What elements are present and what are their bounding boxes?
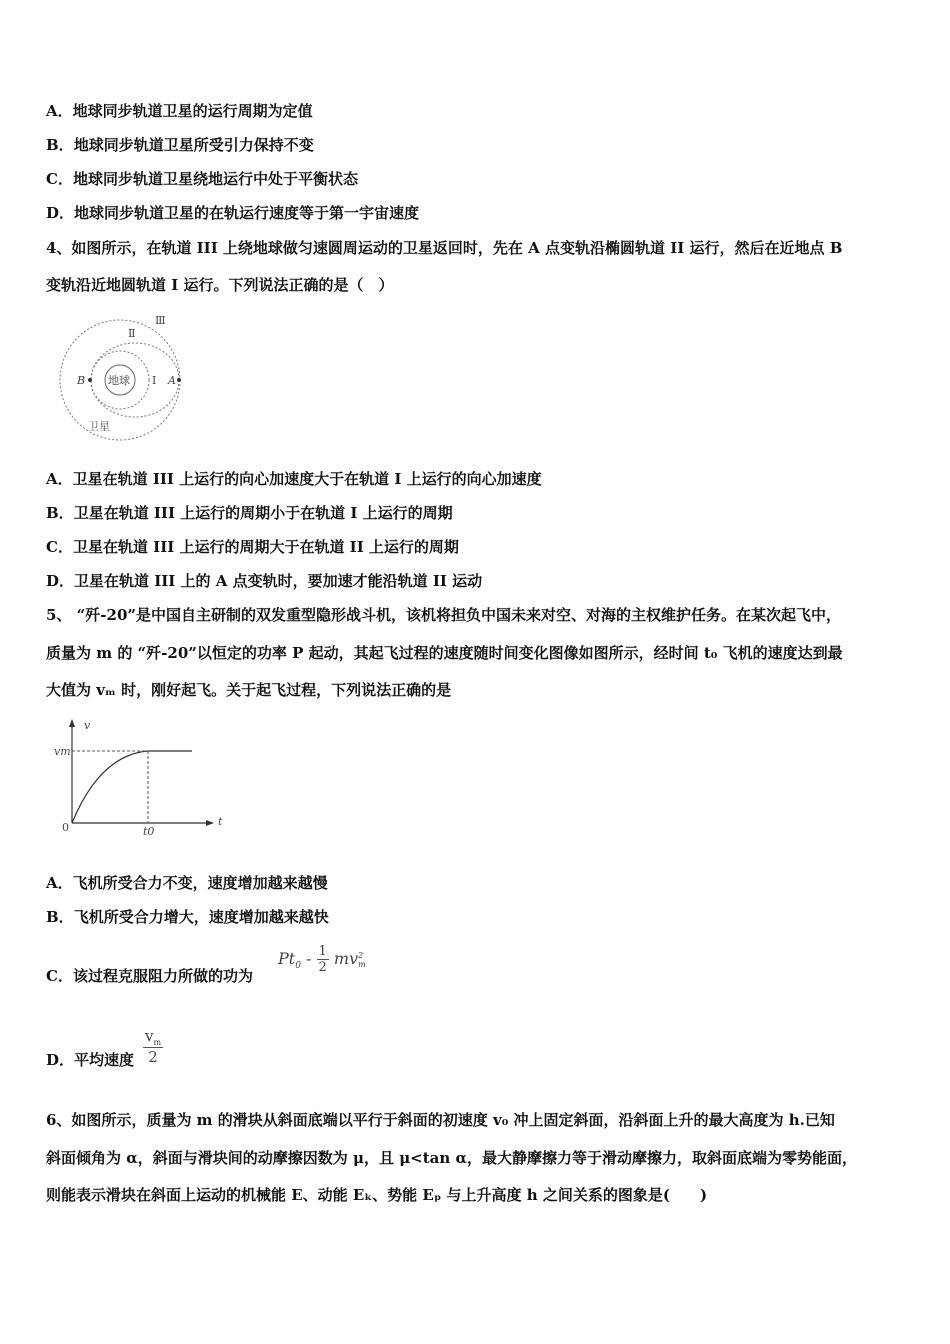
point-a-label: A xyxy=(168,374,176,387)
x-axis-label: t xyxy=(218,815,223,828)
q3-option-c: C．地球同步轨道卫星绕地运行中处于平衡状态 xyxy=(46,170,358,188)
q5-stem-line3: 大值为 vₘ 时，刚好起飞。关于起飞过程，下列说法正确的是 xyxy=(46,681,452,699)
q3-option-d: D．地球同步轨道卫星的在轨运行速度等于第一宇宙速度 xyxy=(46,204,420,222)
q6-stem-line2: 斜面倾角为 α，斜面与滑块间的动摩擦因数为 μ，且 μ<tan α，最大静摩擦力等于滑动摩擦力，取斜面底端为零势能面， xyxy=(46,1149,858,1167)
satellite-label: 卫星 xyxy=(88,420,110,433)
velocity-time-graph xyxy=(50,715,230,840)
x-axis-arrow xyxy=(206,820,214,826)
orbit-diagram xyxy=(50,312,200,442)
orbit-3-label: Ⅲ xyxy=(155,314,166,327)
y-axis-label: v xyxy=(84,719,91,732)
q4-option-d: D．卫星在轨道 III 上的 A 点变轨时，要加速才能沿轨道 II 运动 xyxy=(46,572,483,590)
q6-stem-line3: 则能表示滑块在斜面上运动的机械能 E、动能 Eₖ、势能 Eₚ 与上升高度 h 之间关系的图象是( ) xyxy=(46,1186,708,1204)
q4-option-c: C．卫星在轨道 III 上运行的周期大于在轨道 II 上运行的周期 xyxy=(46,538,459,556)
t0-label: t0 xyxy=(143,825,155,838)
q5-stem-line1: 5、 “歼-20”是中国自主研制的双发重型隐形战斗机，该机将担负中国未来对空、对海的主权维护任务。在某次起飞中， xyxy=(46,606,842,624)
origin-label: 0 xyxy=(62,821,69,834)
formula-d: $\frac{v_m}{2}$ xyxy=(145,1027,162,1066)
q4-stem-line1: 4、如图所示，在轨道 III 上绕地球做匀速圆周运动的卫星返回时，先在 A 点变轨沿椭圆轨道 II 运行，然后在近地点 B xyxy=(46,239,843,257)
velocity-curve xyxy=(72,751,192,823)
earth-label: 地球 xyxy=(108,374,130,387)
point-a-dot xyxy=(177,378,181,382)
q4-stem-line2: 变轨沿近地圆轨道 I 运行。下列说法正确的是（ ） xyxy=(46,276,394,294)
q3-option-b: B．地球同步轨道卫星所受引力保持不变 xyxy=(46,136,314,154)
q6-stem-line1: 6、如图所示，质量为 m 的滑块从斜面底端以平行于斜面的初速度 v₀ 冲上固定斜面，沿斜面上升的最大高度为 h.已知 xyxy=(46,1111,835,1129)
formula-c: $Pt_0$ - $\frac{1}{2}$ mv 2 m xyxy=(278,944,366,975)
y-axis-arrow xyxy=(69,719,75,727)
q5-option-b: B．飞机所受合力增大，速度增加越来越快 xyxy=(46,908,329,926)
q3-option-a: A．地球同步轨道卫星的运行周期为定值 xyxy=(46,102,313,120)
q5-option-d: D．平均速度 xyxy=(46,1051,135,1069)
point-b-label: B xyxy=(77,374,86,387)
q4-option-b: B．卫星在轨道 III 上运行的周期小于在轨道 I 上运行的周期 xyxy=(46,504,453,522)
q4-option-a: A．卫星在轨道 III 上运行的向心加速度大于在轨道 I 上运行的向心加速度 xyxy=(46,470,542,488)
point-b-dot xyxy=(88,378,92,382)
orbit-2-label: Ⅱ xyxy=(128,327,136,340)
q5-stem-line2: 质量为 m 的 “歼-20”以恒定的功率 P 起动，其起飞过程的速度随时间变化图像如图所示，经时间 t₀ 飞机的速度达到最 xyxy=(46,644,843,662)
vm-label: vm xyxy=(54,745,71,758)
orbit-1-label: I xyxy=(152,374,157,387)
q5-option-c: C．该过程克服阻力所做的功为 xyxy=(46,967,253,985)
q5-option-a: A．飞机所受合力不变，速度增加越来越慢 xyxy=(46,874,328,892)
